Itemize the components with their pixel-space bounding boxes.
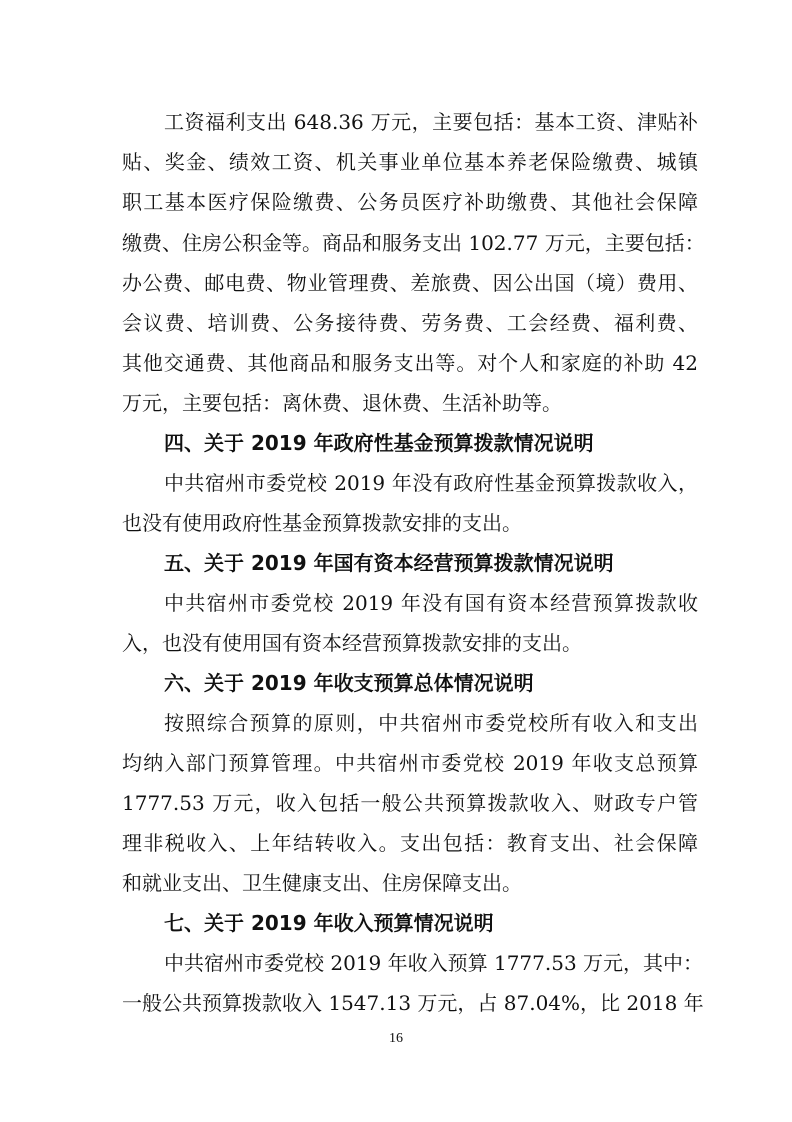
paragraph-line: 职工基本医疗保险缴费、公务员医疗补助缴费、其他社会保障 bbox=[122, 190, 698, 214]
paragraph-line: 中共宿州市委党校 2019 年收入预算 1777.53 万元，其中： bbox=[164, 951, 704, 975]
paragraph-line: 理非税收入、上年结转收入。支出包括：教育支出、社会保障 bbox=[122, 831, 698, 855]
paragraph-line: 其他交通费、其他商品和服务支出等。对个人和家庭的补助 42 bbox=[122, 351, 698, 375]
paragraph-line: 中共宿州市委党校 2019 年没有政府性基金预算拨款收入， bbox=[164, 471, 698, 495]
page-number: 16 bbox=[389, 1031, 403, 1046]
section-heading-4: 四、关于 2019 年政府性基金预算拨款情况说明 bbox=[164, 431, 594, 455]
paragraph-line: 万元，主要包括：离休费、退休费、生活补助等。 bbox=[122, 391, 562, 415]
section-heading-6: 六、关于 2019 年收支预算总体情况说明 bbox=[164, 671, 534, 695]
paragraph-line: 均纳入部门预算管理。中共宿州市委党校 2019 年收支总预算 bbox=[122, 751, 698, 775]
paragraph-line: 和就业支出、卫生健康支出、住房保障支出。 bbox=[122, 871, 522, 895]
paragraph-line: 入，也没有使用国有资本经营预算拨款安排的支出。 bbox=[122, 631, 582, 655]
section-heading-5: 五、关于 2019 年国有资本经营预算拨款情况说明 bbox=[164, 551, 614, 575]
paragraph-line: 工资福利支出 648.36 万元，主要包括：基本工资、津贴补 bbox=[164, 110, 698, 134]
paragraph-line: 中共宿州市委党校 2019 年没有国有资本经营预算拨款收 bbox=[164, 591, 698, 615]
paragraph-line: 一般公共预算拨款收入 1547.13 万元，占 87.04%，比 2018 年 bbox=[122, 991, 704, 1015]
paragraph-line: 1777.53 万元，收入包括一般公共预算拨款收入、财政专户管 bbox=[122, 791, 698, 815]
paragraph-line: 贴、奖金、绩效工资、机关事业单位基本养老保险缴费、城镇 bbox=[122, 150, 698, 174]
paragraph-line: 也没有使用政府性基金预算拨款安排的支出。 bbox=[122, 511, 522, 535]
paragraph-line: 按照综合预算的原则，中共宿州市委党校所有收入和支出 bbox=[164, 711, 698, 735]
paragraph-line: 会议费、培训费、公务接待费、劳务费、工会经费、福利费、 bbox=[122, 311, 698, 335]
section-heading-7: 七、关于 2019 年收入预算情况说明 bbox=[164, 911, 494, 935]
paragraph-line: 办公费、邮电费、物业管理费、差旅费、因公出国（境）费用、 bbox=[122, 271, 698, 295]
paragraph-line: 缴费、住房公积金等。商品和服务支出 102.77 万元，主要包括： bbox=[122, 231, 705, 255]
